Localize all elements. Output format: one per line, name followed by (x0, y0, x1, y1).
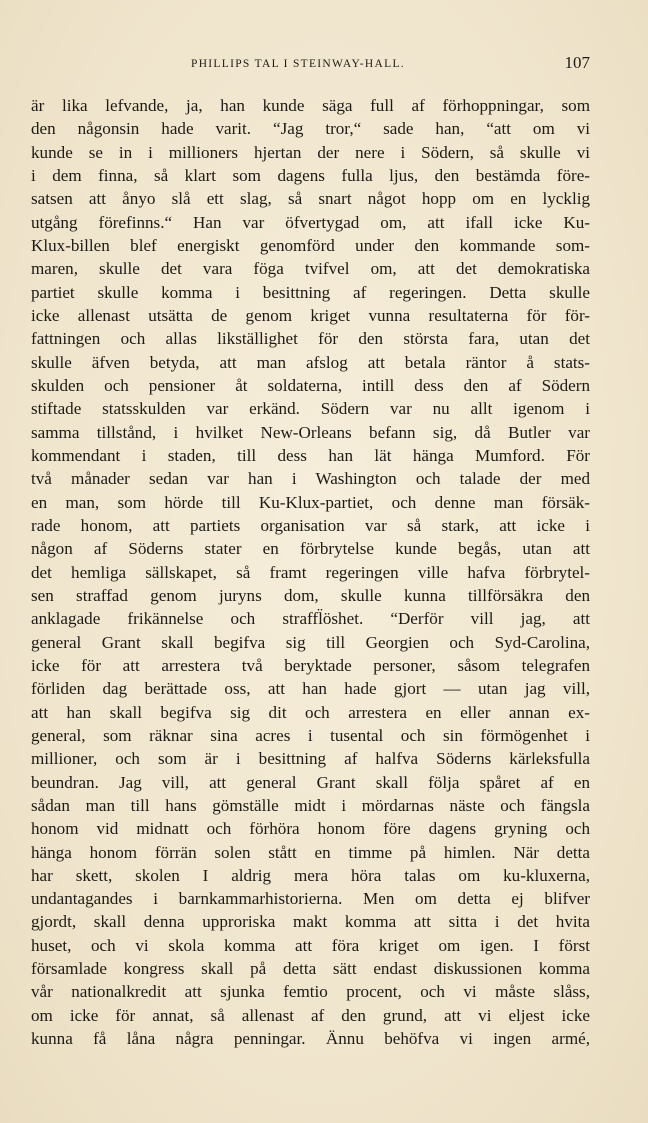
text-line: det hemliga sällskapet, så framt regeringen ville hafva förbrytel- (31, 562, 590, 582)
text-line: om icke för annat, så allenast af den grund, att vi eljest icke (31, 1005, 590, 1025)
page-number: 107 (564, 53, 590, 72)
text-line: fattningen och allas likställighet för den största fara, utan det (31, 329, 590, 349)
text-line: vår nationalkredit att sjunka femtio procent, och vi måste slåss, (31, 982, 590, 1002)
text-line: församlade kongress skall på detta sätt endast diskussionen komma (31, 959, 590, 979)
text-line: är lika lefvande, ja, han kunde säga full af förhoppningar, som (31, 96, 590, 115)
text-line: sådan man till hans gömställe midt i mördarnas näste och fängsla (31, 795, 590, 815)
text-line: millioner, och som är i besittning af halfva Söderns kärleksfulla (31, 749, 590, 769)
text-line: general, som räknar sina acres i tusental och sin förmögenhet i (31, 725, 590, 745)
text-line: undantagandes i barnkammarhistorierna. Men om detta ej blifver (31, 889, 590, 909)
text-line: någon af Söderns stater en förbrytelse kunde begås, utan att (31, 539, 590, 559)
text-line: general Grant skall begifva sig till Georgien och Syd-Carolina, (31, 632, 590, 652)
text-line: kunde se in i millioners hjertan der nere i Södern, så skulle vi (31, 142, 590, 162)
text-line: rade honom, att partiets organisation var så stark, att icke i (31, 515, 590, 535)
text-line: kommendant i staden, till dess han lät hänga Mumford. För (31, 445, 590, 465)
text-line: samma tillstånd, i hvilket New-Orleans befann sig, då Butler var (31, 422, 590, 442)
text-line: honom vid midnatt och förhöra honom före dagens gryning och (31, 819, 590, 839)
text-line: en man, som hörde till Ku-Klux-partiet, och denne man försäk- (31, 492, 590, 512)
text-line: förliden dag berättade oss, att han hade gjort — utan jag vill, (31, 679, 590, 699)
text-line: partiet skulle komma i besittning af regeringen. Detta skulle (31, 282, 590, 302)
text-line: Klux-billen blef energiskt genomförd under den kommande som- (31, 235, 590, 255)
text-line: beundran. Jag vill, att general Grant skall följa spåret af en (31, 772, 590, 792)
text-line: i dem finna, så klart som dagens fulla ljus, den bestämda före- (31, 165, 590, 185)
text-line: maren, skulle det vara föga tvifvel om, att det demokratiska (31, 259, 590, 279)
text-line: sen straffad genom juryns dom, skulle kunna tillförsäkra den (31, 585, 590, 605)
text-line: den någonsin hade varit. “Jag tror,“ sade han, “att om vi (31, 119, 590, 139)
text-line: satsen att ånyo slå ett slag, så snart något hopp om en lycklig (31, 189, 590, 209)
text-line: har skett, skolen I aldrig mera höra talas om ku-kluxerna, (31, 865, 590, 885)
text-line: icke för att arrestera två beryktade personer, såsom telegrafen (31, 655, 590, 675)
text-line: kunna få låna några penningar. Ännu behöfva vi ingen armé, (31, 1029, 590, 1049)
body-text (31, 94, 590, 1050)
text-line: stiftade statsskulden var erkänd. Södern var nu allt igenom i (31, 399, 590, 419)
text-line: utgång förefinns.“ Han var öfvertygad om, att ifall icke Ku- (31, 212, 590, 232)
text-line: skulden och pensioner åt soldaterna, intill dess den af Södern (31, 375, 590, 395)
text-line: icke allenast utsätta de genom kriget vunna resultaterna för för- (31, 305, 590, 325)
running-head (31, 55, 590, 73)
text-line: skulle äfven betyda, att man afslog att betala räntor å stats- (31, 352, 590, 372)
text-line: anklagade frikännelse och straffl̈öshet. “Derför vill jag, att (31, 609, 590, 629)
running-title: PHILLIPS TAL I STEINWAY-HALL. (191, 58, 405, 70)
text-line: hänga honom förrän solen stått en timme på himlen. När detta (31, 842, 590, 862)
text-line: att han skall begifva sig dit och arrestera en eller annan ex- (31, 702, 590, 722)
text-line: huset, och vi skola komma att föra kriget om igen. I först (31, 935, 590, 955)
text-line: två månader sedan var han i Washington och talade der med (31, 469, 590, 489)
text-line: gjordt, skall denna upproriska makt komma att sitta i det hvita (31, 912, 590, 932)
